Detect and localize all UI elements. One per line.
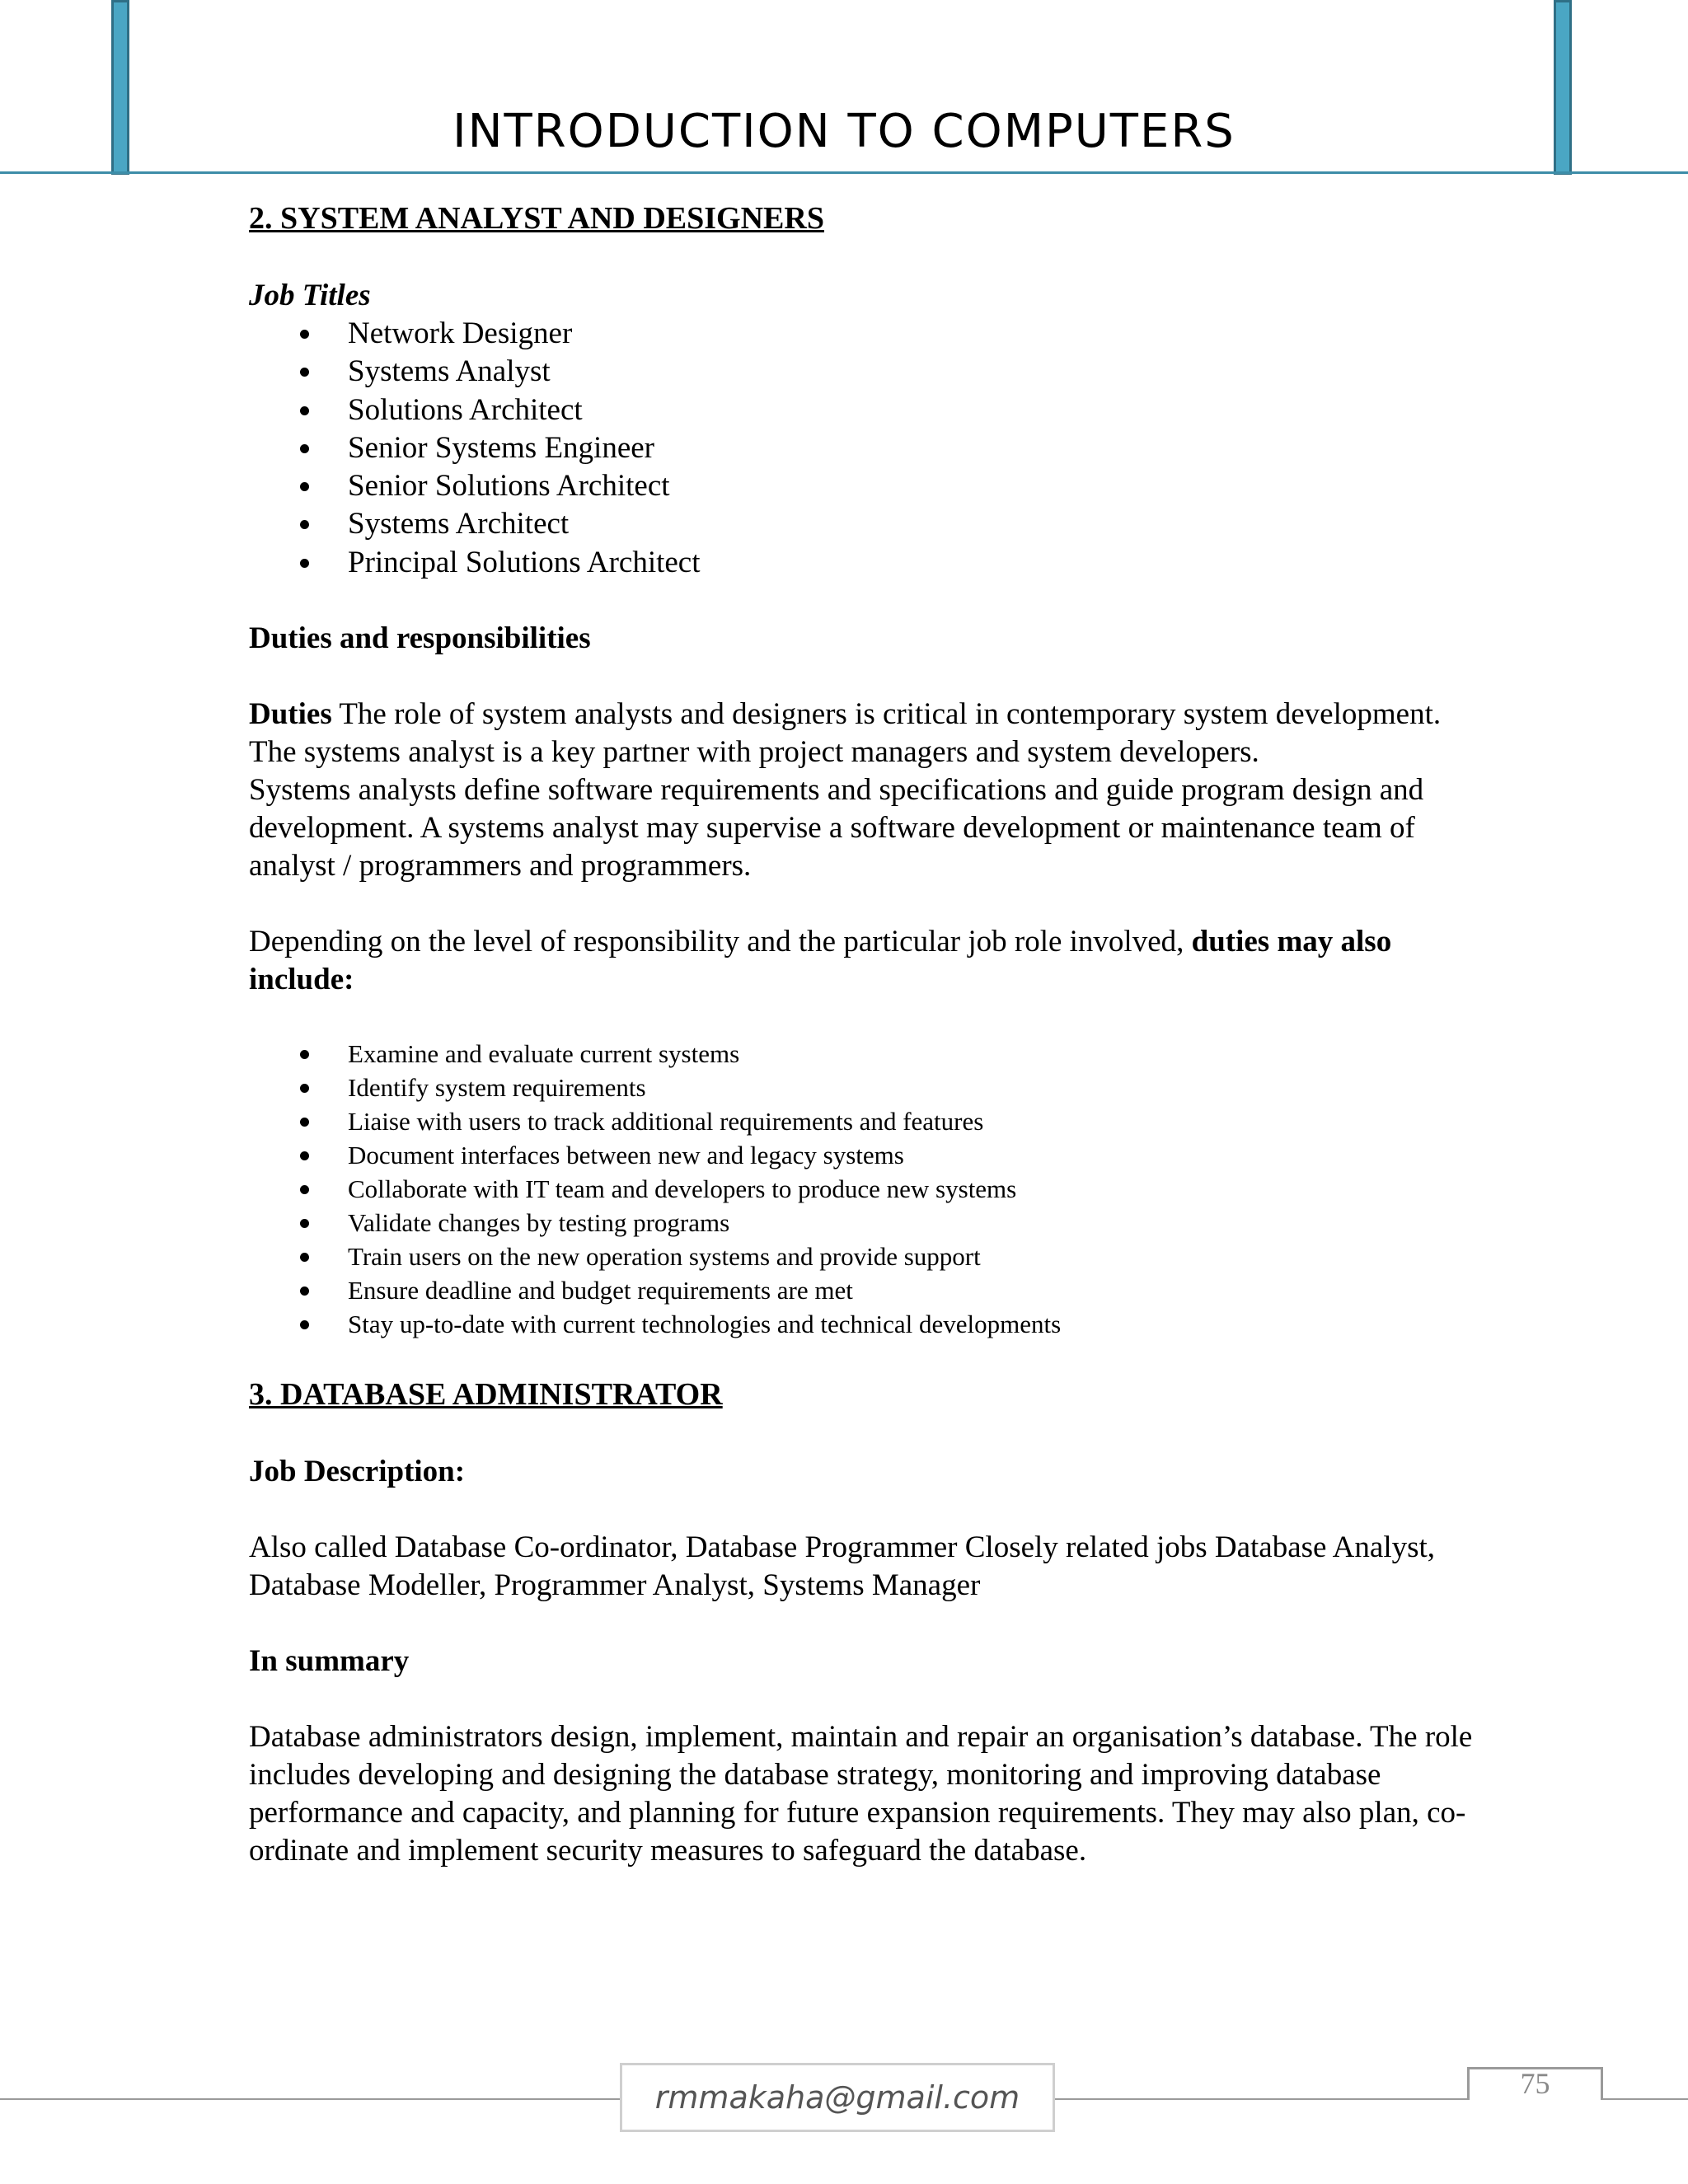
page-header-title: INTRODUCTION TO COMPUTERS — [452, 105, 1236, 158]
duties-paragraph — [249, 696, 1485, 771]
bullet-icon — [300, 1253, 309, 1262]
also-called-paragraph: Also called Database Co-ordinator, Database Programmer Closely related jobs Database Analyst, Database Modeller, Programmer Analyst, Systems Manager — [249, 1530, 1436, 1603]
job-title-item-text: Senior Systems Engineer — [348, 430, 655, 465]
job-title-item — [249, 467, 1485, 505]
job-titles-heading: Job Titles — [249, 279, 371, 312]
section-heading-system-analyst: 2. SYSTEM ANALYST AND DESIGNERS — [249, 201, 824, 236]
depending-paragraph — [249, 923, 1485, 999]
bullet-icon — [300, 559, 309, 568]
job-title-item-text: Solutions Architect — [348, 392, 583, 427]
duty-item-text: Examine and evaluate current systems — [348, 1039, 740, 1069]
duties-heading: Duties and responsibilities — [249, 621, 591, 656]
section-heading-database-admin: 3. DATABASE ADMINISTRATOR — [249, 1377, 723, 1413]
duty-item — [249, 1240, 1485, 1273]
duty-item — [249, 1104, 1485, 1138]
bullet-icon — [300, 520, 309, 529]
job-title-item — [249, 505, 1485, 543]
job-title-item — [249, 429, 1485, 467]
duty-item — [249, 1206, 1485, 1240]
job-title-item-text: Senior Solutions Architect — [348, 469, 670, 504]
duty-item — [249, 1307, 1485, 1341]
bullet-icon — [300, 444, 309, 453]
duty-items-list — [249, 1037, 1485, 1341]
duty-item — [249, 1172, 1485, 1206]
bullet-icon — [300, 406, 309, 415]
bullet-icon — [300, 1084, 309, 1093]
bullet-icon — [300, 1151, 309, 1160]
job-title-item-text: Network Designer — [348, 316, 573, 350]
duty-item — [249, 1071, 1485, 1104]
summary-heading: In summary — [249, 1644, 410, 1679]
job-titles-list — [249, 315, 1485, 582]
footer-line-left — [0, 2098, 620, 2100]
job-title-item — [249, 315, 1485, 353]
duty-item-text: Collaborate with IT team and developers to produce new systems — [348, 1174, 1017, 1204]
bullet-icon — [300, 1286, 309, 1296]
bullet-icon — [300, 1118, 309, 1127]
duty-item-text: Document interfaces between new and legacy systems — [348, 1141, 904, 1170]
summary-paragraph: Database administrators design, implement, maintain and repair an organisation’s database. The role includes developing and designing the database strategy, monitoring and improving database performance and capacity, and planning for future expansion requirements. They may also plan, co-ordinate and implement security measures to safeguard the database. — [249, 1720, 1473, 1868]
duty-item-text: Liaise with users to track additional requirements and features — [348, 1107, 984, 1137]
job-title-item — [249, 353, 1485, 391]
header-divider — [0, 171, 1688, 174]
duty-item-text: Ensure deadline and budget requirements are met — [348, 1276, 853, 1305]
depending-text: Depending on the level of responsibility and the particular job role involved, — [249, 925, 1192, 959]
job-title-item-text: Principal Solutions Architect — [348, 545, 701, 579]
job-title-item-text: Systems Architect — [348, 507, 570, 541]
job-title-item-text: Systems Analyst — [348, 354, 551, 389]
duty-item — [249, 1037, 1485, 1071]
page-number: 75 — [1467, 2067, 1603, 2100]
bullet-icon — [300, 1219, 309, 1228]
duties-paragraph-2: Systems analysts define software requirements and specifications and guide program design and development. A systems analyst may supervise a software development or maintenance team of analyst / programmers and programmers. — [249, 773, 1424, 883]
job-title-item — [249, 391, 1485, 429]
duty-item-text: Identify system requirements — [348, 1073, 646, 1103]
duties-text: The role of system analysts and designers is critical in contemporary system development. The systems analyst is a key partner with project managers and system developers. — [249, 697, 1442, 770]
footer-email: rmmakaha@gmail.com — [620, 2063, 1055, 2132]
job-title-item — [249, 544, 1485, 582]
bullet-icon — [300, 368, 309, 377]
footer-line-middle — [1055, 2098, 1467, 2100]
bullet-icon — [300, 1185, 309, 1194]
job-description-heading: Job Description: — [249, 1455, 466, 1489]
bullet-icon — [300, 1320, 309, 1329]
duty-item-text: Train users on the new operation systems and provide support — [348, 1242, 981, 1272]
footer-line-right — [1603, 2098, 1688, 2100]
bullet-icon — [300, 1050, 309, 1059]
bullet-icon — [300, 330, 309, 339]
duty-item-text: Validate changes by testing programs — [348, 1208, 730, 1238]
duties-lead: Duties — [249, 697, 332, 732]
depending-bold: duties may also include: — [249, 925, 1392, 997]
bullet-icon — [300, 482, 309, 491]
duty-item — [249, 1273, 1485, 1307]
page-content — [249, 198, 1485, 1870]
duty-item-text: Stay up-to-date with current technologies and technical developments — [348, 1310, 1062, 1339]
duty-item — [249, 1138, 1485, 1172]
